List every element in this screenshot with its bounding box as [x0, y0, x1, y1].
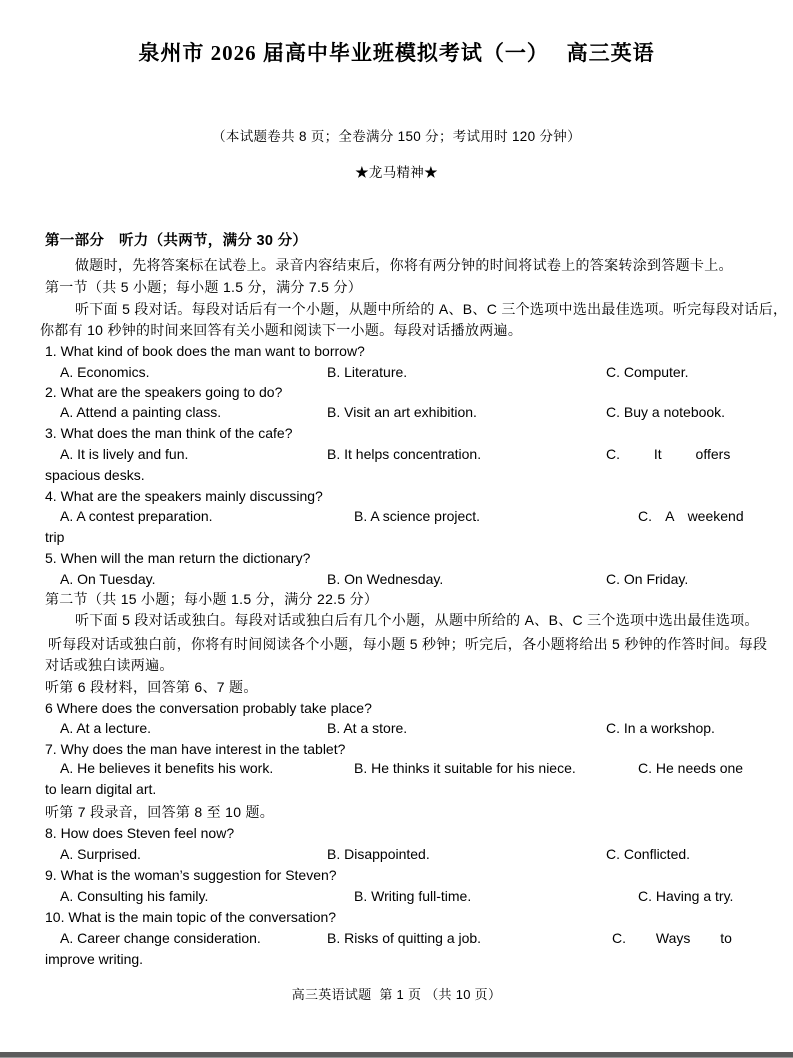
page-footer: 高三英语试题 第 1 页 （共 10 页）: [291, 987, 502, 1002]
exam-motto: ★龙马精神★: [355, 165, 438, 180]
part1-note: 做题时，先将答案标在试卷上。录音内容结束后，你将有两分钟的时间将试卷上的答案转涂到答题卡上。: [75, 257, 733, 273]
question-9-stem: 9. What is the woman’s suggestion for Steven?: [45, 867, 337, 883]
question-2-option-a: A. Attend a painting class.: [60, 404, 222, 420]
cue-questions-6-7: 听第 6 段材料，回答第 6、7 题。: [45, 679, 258, 695]
exam-title: 泉州市 2026 届高中毕业班模拟考试（一） 高三英语: [138, 41, 655, 65]
question-8-option-c: C. Conflicted.: [606, 846, 691, 862]
question-10-options: [0, 930, 793, 948]
question-6-option-b: B. At a store.: [327, 720, 408, 736]
question-1-option-b: B. Literature.: [327, 364, 408, 380]
exam-info-line: （本试题卷共 8 页；全卷满分 150 分；考试用时 120 分钟）: [212, 129, 581, 144]
question-4-option-c-overflow: trip: [45, 529, 65, 545]
question-9-option-c: C. Having a try.: [638, 888, 734, 904]
question-3-option-c: C. It offers: [606, 446, 731, 462]
section1-instruction-line2: 你都有 10 秒钟的时间来回答有关小题和阅读下一小题。每段对话播放两遍。: [40, 322, 523, 338]
question-7-stem: 7. Why does the man have interest in the tablet?: [45, 741, 346, 757]
question-10-stem: 10. What is the main topic of the conversation?: [45, 909, 337, 925]
question-10-option-c: C. Ways to: [612, 930, 732, 946]
question-1-option-a: A. Economics.: [60, 364, 150, 380]
question-10-option-c-overflow: improve writing.: [45, 951, 144, 967]
question-4-option-b: B. A science project.: [354, 508, 481, 524]
question-2-options: [0, 404, 793, 422]
question-6-option-a: A. At a lecture.: [60, 720, 152, 736]
part1-heading: 第一部分 听力（共两节，满分 30 分）: [45, 233, 308, 249]
question-3-option-a: A. It is lively and fun.: [60, 446, 189, 462]
cue-questions-8-10: 听第 7 段录音，回答第 8 至 10 题。: [45, 804, 275, 820]
question-10-option-a: A. Career change consideration.: [60, 930, 261, 946]
section1-instruction-line1: 听下面 5 段对话。每段对话后有一个小题，从题中所给的 A、B、C 三个选项中选出最佳选项。听完每段对话后，: [75, 301, 788, 317]
question-7-option-b: B. He thinks it suitable for his niece.: [354, 760, 576, 776]
section2-instruction-line1: 听下面 5 段对话或独白。每段对话或独白后有几个小题，从题中所给的 A、B、C 三个选项中选出最佳选项。: [75, 612, 759, 628]
question-3-options: [0, 446, 793, 464]
question-6-option-c: C. In a workshop.: [606, 720, 715, 736]
question-5-option-b: B. On Wednesday.: [327, 571, 444, 587]
question-4-options: [0, 508, 793, 526]
question-5-option-c: C. On Friday.: [606, 571, 689, 587]
question-9-option-a: A. Consulting his family.: [60, 888, 209, 904]
question-1-options: [0, 364, 793, 382]
question-2-stem: 2. What are the speakers going to do?: [45, 384, 283, 400]
question-5-option-a: A. On Tuesday.: [60, 571, 156, 587]
question-7-option-c-overflow: to learn digital art.: [45, 781, 157, 797]
question-2-option-b: B. Visit an art exhibition.: [327, 404, 477, 420]
question-3-option-c-overflow: spacious desks.: [45, 467, 145, 483]
question-5-stem: 5. When will the man return the dictionary?: [45, 550, 311, 566]
question-4-option-c: C. A weekend: [638, 508, 744, 524]
question-7-option-a: A. He believes it benefits his work.: [60, 760, 274, 776]
question-5-options: [0, 571, 793, 589]
section2-instruction-line3: 对话或独白读两遍。: [45, 657, 174, 673]
section2-heading: 第二节（共 15 小题；每小题 1.5 分，满分 22.5 分）: [45, 591, 379, 607]
question-8-stem: 8. How does Steven feel now?: [45, 825, 235, 841]
question-9-options: [0, 888, 793, 906]
question-8-options: [0, 846, 793, 864]
question-10-option-b: B. Risks of quitting a job.: [327, 930, 482, 946]
question-6-stem: 6 Where does the conversation probably take place?: [45, 700, 372, 716]
question-4-option-a: A. A contest preparation.: [60, 508, 213, 524]
question-2-option-c: C. Buy a notebook.: [606, 404, 726, 420]
question-8-option-b: B. Disappointed.: [327, 846, 430, 862]
section2-instruction-line2: 听每段对话或独白前，你将有时间阅读各个小题，每小题 5 秒钟；听完后，各小题将给出 5 秒钟的作答时间。每段: [48, 636, 768, 652]
question-6-options: [0, 720, 793, 738]
question-1-option-c: C. Computer.: [606, 364, 689, 380]
question-3-stem: 3. What does the man think of the cafe?: [45, 425, 293, 441]
question-7-option-c: C. He needs one: [638, 760, 744, 776]
question-9-option-b: B. Writing full-time.: [354, 888, 472, 904]
section1-heading: 第一节（共 5 小题；每小题 1.5 分，满分 7.5 分）: [45, 279, 363, 295]
question-1-stem: 1. What kind of book does the man want to borrow?: [45, 343, 365, 359]
question-4-stem: 4. What are the speakers mainly discussing?: [45, 488, 323, 504]
question-7-options: [0, 760, 793, 778]
question-3-option-b: B. It helps concentration.: [327, 446, 482, 462]
question-8-option-a: A. Surprised.: [60, 846, 141, 862]
